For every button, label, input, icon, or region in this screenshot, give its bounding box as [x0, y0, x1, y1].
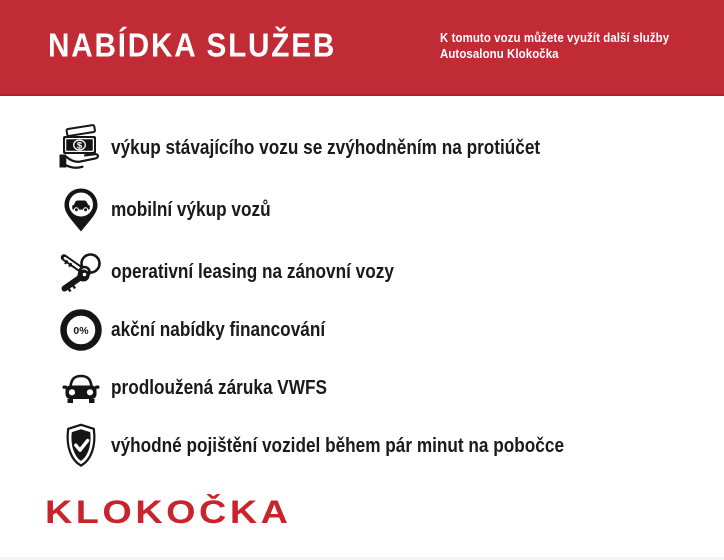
zero-percent-icon [57, 306, 105, 354]
header-subtitle [440, 30, 700, 61]
header-subtitle-line1: K tomuto vozu můžete využít další služby [440, 30, 670, 45]
header-subtitle-line2: Autosalonu Klokočka [440, 45, 559, 61]
service-label: mobilní výkup vozů [111, 198, 271, 221]
service-row [57, 305, 360, 355]
page-title: NABÍDKA SLUŽEB [48, 26, 337, 64]
service-row [57, 123, 610, 173]
car-keys-icon [57, 248, 105, 296]
zero-percent-glyph: 0% [73, 324, 89, 337]
car-icon [57, 364, 105, 412]
service-row [57, 185, 297, 235]
map-pin-car-icon [57, 186, 105, 234]
shield-check-icon [57, 422, 105, 470]
service-row [57, 247, 440, 297]
service-label: výkup stávajícího vozu se zvýhodněním na protiúčet [111, 136, 541, 159]
cash-in-hand-icon [57, 124, 105, 172]
service-label: operativní leasing na zánovní vozy [111, 260, 394, 283]
service-label: výhodné pojištění vozidel během pár minut na pobočce [111, 434, 565, 457]
service-row [57, 421, 638, 471]
header-band [0, 0, 724, 96]
service-row [57, 363, 362, 413]
dollar-glyph: $ [76, 140, 83, 152]
klokocka-logo: KLOKOČKA [45, 494, 292, 530]
service-label: akční nabídky financování [111, 318, 326, 341]
service-label: prodloužená záruka VWFS [111, 376, 327, 399]
